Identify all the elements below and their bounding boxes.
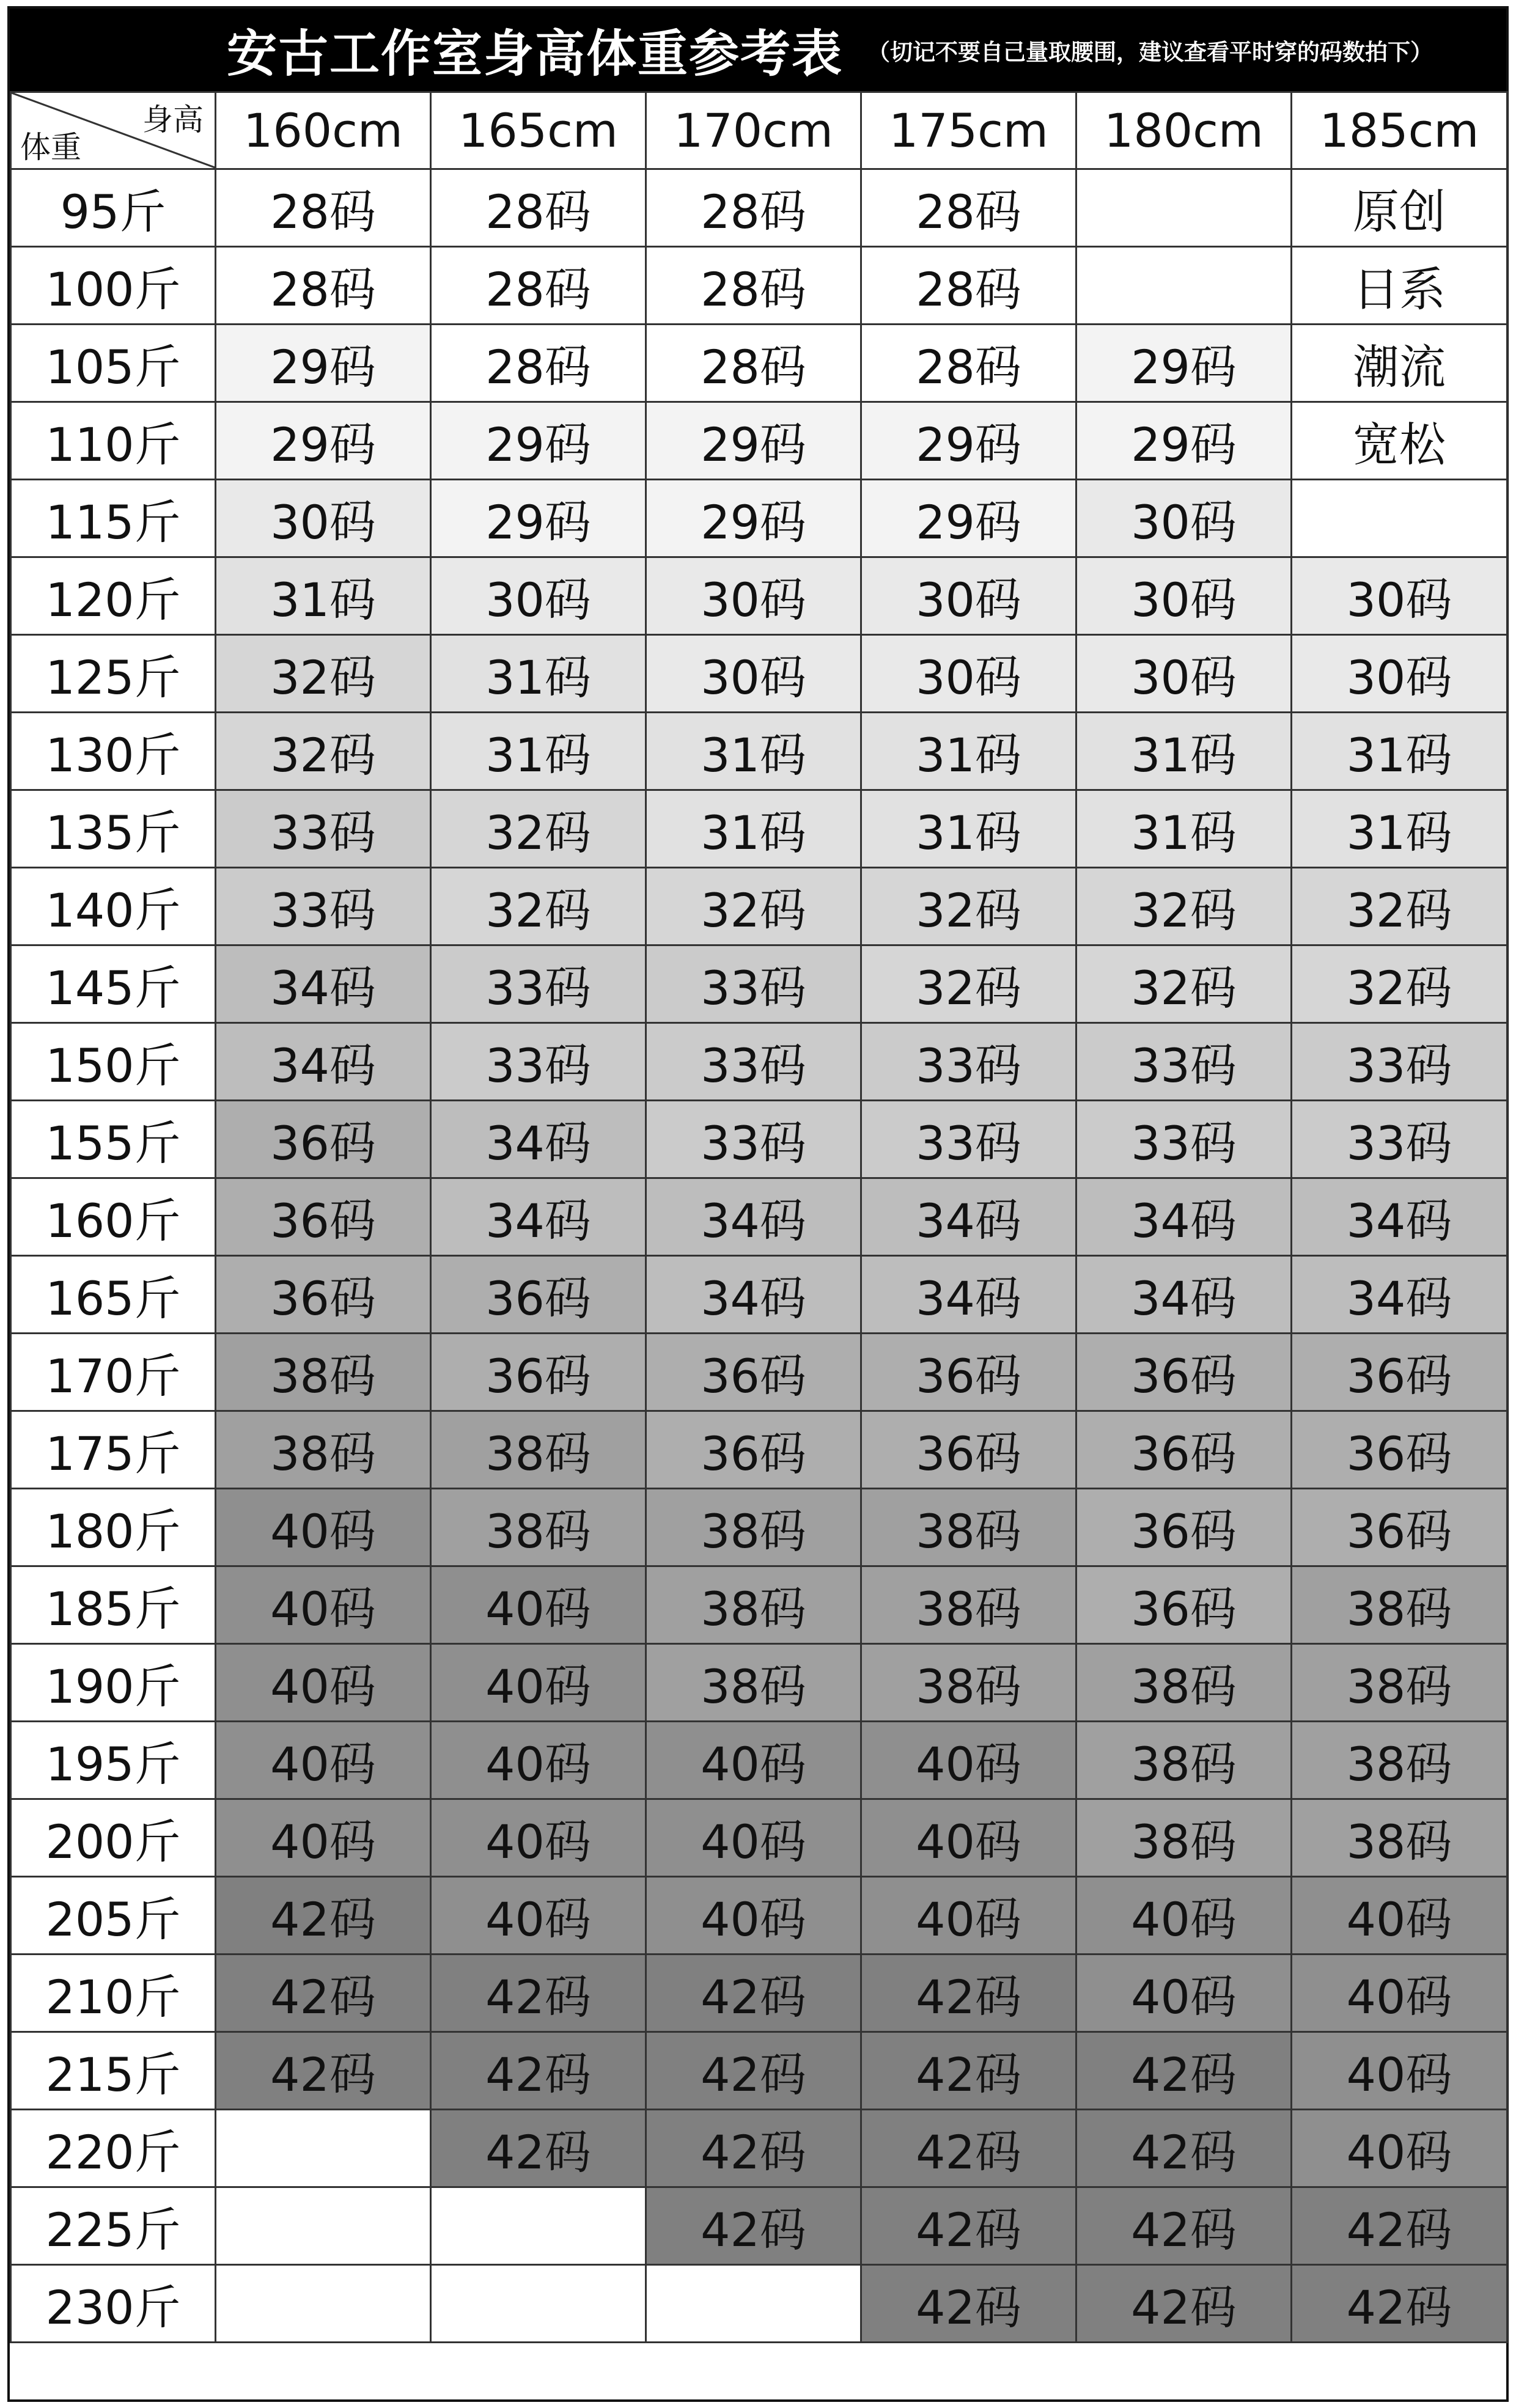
- weight-cell: 110斤: [11, 402, 216, 480]
- size-cell: 40码: [1292, 1955, 1507, 2032]
- size-cell: 33码: [646, 1023, 861, 1101]
- size-cell: 29码: [1076, 325, 1292, 402]
- size-cell: 38码: [431, 1411, 646, 1489]
- size-cell: [216, 2187, 431, 2265]
- size-cell: 34码: [431, 1101, 646, 1178]
- weight-cell: 180斤: [11, 1489, 216, 1566]
- size-cell: 31码: [861, 790, 1076, 868]
- weight-cell: 95斤: [11, 169, 216, 247]
- size-cell: 40码: [431, 1877, 646, 1955]
- table-row: [11, 2265, 1507, 2343]
- size-cell: 原创: [1292, 169, 1507, 247]
- size-cell: 38码: [1292, 1644, 1507, 1722]
- size-cell: 32码: [216, 635, 431, 713]
- table-row: [11, 1489, 1507, 1566]
- size-cell: 42码: [1076, 2265, 1292, 2343]
- size-cell: 42码: [1292, 2265, 1507, 2343]
- size-cell: 31码: [646, 713, 861, 790]
- size-cell: 42码: [216, 1877, 431, 1955]
- size-cell: 32码: [1076, 945, 1292, 1023]
- size-cell: 40码: [431, 1566, 646, 1644]
- size-cell: 33码: [646, 945, 861, 1023]
- table-row: [11, 402, 1507, 480]
- size-cell: 31码: [431, 635, 646, 713]
- size-cell: 28码: [861, 247, 1076, 325]
- table-row: [11, 1722, 1507, 1799]
- size-cell: 36码: [1076, 1566, 1292, 1644]
- height-header-185: 185cm: [1292, 92, 1507, 169]
- size-cell: 40码: [646, 1877, 861, 1955]
- size-cell: 33码: [861, 1023, 1076, 1101]
- size-cell: 42码: [861, 2032, 1076, 2110]
- size-cell: 38码: [1292, 1799, 1507, 1877]
- weight-cell: 125斤: [11, 635, 216, 713]
- size-cell: 40码: [216, 1566, 431, 1644]
- size-cell: 30码: [1292, 635, 1507, 713]
- size-cell: 36码: [1076, 1489, 1292, 1566]
- size-cell: 34码: [861, 1178, 1076, 1256]
- size-cell: 29码: [431, 402, 646, 480]
- size-cell: 36码: [1076, 1334, 1292, 1411]
- size-cell: 36码: [216, 1256, 431, 1334]
- size-cell: 34码: [216, 945, 431, 1023]
- size-cell: 31码: [646, 790, 861, 868]
- size-cell: 31码: [431, 713, 646, 790]
- size-cell: 40码: [1292, 2032, 1507, 2110]
- size-cell: 38码: [861, 1566, 1076, 1644]
- table-row: [11, 2187, 1507, 2265]
- size-table: [10, 91, 1508, 2343]
- size-cell: 42码: [861, 2110, 1076, 2187]
- size-cell: 34码: [1076, 1256, 1292, 1334]
- size-cell: 28码: [861, 325, 1076, 402]
- size-cell: 36码: [1292, 1334, 1507, 1411]
- size-cell: 32码: [1292, 945, 1507, 1023]
- size-cell: 31码: [861, 713, 1076, 790]
- size-cell: 29码: [431, 480, 646, 557]
- size-cell: 30码: [1076, 480, 1292, 557]
- size-cell: 36码: [1292, 1489, 1507, 1566]
- size-cell: 30码: [646, 635, 861, 713]
- size-cell: 29码: [1076, 402, 1292, 480]
- weight-cell: 185斤: [11, 1566, 216, 1644]
- table-row: [11, 557, 1507, 635]
- size-cell: 31码: [1076, 713, 1292, 790]
- size-cell: 32码: [1292, 868, 1507, 945]
- size-cell: 38码: [1076, 1722, 1292, 1799]
- size-cell: 31码: [1292, 790, 1507, 868]
- size-cell: 日系: [1292, 247, 1507, 325]
- size-cell: 36码: [216, 1178, 431, 1256]
- size-cell: 36码: [1292, 1411, 1507, 1489]
- size-cell: 32码: [646, 868, 861, 945]
- size-cell: 36码: [646, 1334, 861, 1411]
- size-cell: 40码: [1076, 1877, 1292, 1955]
- size-cell: 33码: [431, 1023, 646, 1101]
- size-cell: 30码: [1292, 557, 1507, 635]
- weight-cell: 200斤: [11, 1799, 216, 1877]
- weight-cell: 160斤: [11, 1178, 216, 1256]
- weight-cell: 105斤: [11, 325, 216, 402]
- size-cell: 29码: [861, 480, 1076, 557]
- weight-cell: 220斤: [11, 2110, 216, 2187]
- size-cell: [216, 2265, 431, 2343]
- size-cell: 28码: [646, 169, 861, 247]
- size-cell: 31码: [216, 557, 431, 635]
- size-cell: 32码: [861, 945, 1076, 1023]
- chart-note: （切记不要自己量取腰围，建议查看平时穿的码数拍下）: [867, 39, 1433, 65]
- size-cell: 30码: [216, 480, 431, 557]
- size-cell: 33码: [1292, 1101, 1507, 1178]
- size-cell: 29码: [646, 402, 861, 480]
- size-cell: 36码: [431, 1256, 646, 1334]
- size-cell: 30码: [1076, 635, 1292, 713]
- size-cell: 30码: [431, 557, 646, 635]
- size-cell: 42码: [646, 1955, 861, 2032]
- table-row: [11, 2032, 1507, 2110]
- size-cell: 33码: [1076, 1101, 1292, 1178]
- size-cell: 33码: [1292, 1023, 1507, 1101]
- size-cell: 38码: [431, 1489, 646, 1566]
- table-row: [11, 635, 1507, 713]
- size-cell: 42码: [431, 2110, 646, 2187]
- size-cell: 34码: [431, 1178, 646, 1256]
- size-cell: 28码: [861, 169, 1076, 247]
- size-cell: 33码: [861, 1101, 1076, 1178]
- size-cell: 29码: [861, 402, 1076, 480]
- size-cell: 宽松: [1292, 402, 1507, 480]
- size-cell: 28码: [431, 247, 646, 325]
- weight-cell: 165斤: [11, 1256, 216, 1334]
- size-cell: 38码: [646, 1644, 861, 1722]
- size-cell: 40码: [431, 1644, 646, 1722]
- size-cell: 34码: [646, 1256, 861, 1334]
- height-header-160: 160cm: [216, 92, 431, 169]
- size-cell: [646, 2265, 861, 2343]
- size-cell: [1076, 247, 1292, 325]
- size-cell: 34码: [1292, 1178, 1507, 1256]
- weight-cell: 215斤: [11, 2032, 216, 2110]
- size-cell: 38码: [646, 1566, 861, 1644]
- size-cell: 38码: [646, 1489, 861, 1566]
- size-cell: 28码: [646, 325, 861, 402]
- size-cell: 28码: [216, 247, 431, 325]
- height-header-165: 165cm: [431, 92, 646, 169]
- size-cell: 40码: [861, 1877, 1076, 1955]
- size-cell: 36码: [861, 1334, 1076, 1411]
- size-cell: 28码: [216, 169, 431, 247]
- size-cell: 42码: [1292, 2187, 1507, 2265]
- height-axis-label: 身高: [142, 102, 204, 138]
- weight-cell: 130斤: [11, 713, 216, 790]
- size-cell: 42码: [216, 1955, 431, 2032]
- table-row: [11, 868, 1507, 945]
- size-cell: 34码: [861, 1256, 1076, 1334]
- table-row: [11, 1023, 1507, 1101]
- size-cell: 36码: [646, 1411, 861, 1489]
- size-cell: 32码: [1076, 868, 1292, 945]
- height-header-180: 180cm: [1076, 92, 1292, 169]
- weight-cell: 120斤: [11, 557, 216, 635]
- table-row: [11, 169, 1507, 247]
- table-row: [11, 1955, 1507, 2032]
- weight-cell: 175斤: [11, 1411, 216, 1489]
- size-cell: 34码: [216, 1023, 431, 1101]
- size-cell: 40码: [646, 1799, 861, 1877]
- size-cell: 42码: [861, 2265, 1076, 2343]
- table-row: [11, 1799, 1507, 1877]
- size-cell: 36码: [216, 1101, 431, 1178]
- size-cell: 38码: [1076, 1799, 1292, 1877]
- size-cell: [431, 2187, 646, 2265]
- size-cell: 28码: [431, 325, 646, 402]
- size-cell: 40码: [861, 1799, 1076, 1877]
- size-cell: 33码: [1076, 1023, 1292, 1101]
- size-cell: 40码: [1292, 1877, 1507, 1955]
- corner-header-cell: [11, 92, 216, 169]
- size-cell: 32码: [861, 868, 1076, 945]
- size-cell: 42码: [1076, 2032, 1292, 2110]
- size-cell: 36码: [431, 1334, 646, 1411]
- size-cell: 38码: [1076, 1644, 1292, 1722]
- size-cell: 31码: [1292, 713, 1507, 790]
- size-cell: 34码: [1076, 1178, 1292, 1256]
- table-row: [11, 247, 1507, 325]
- size-cell: 28码: [431, 169, 646, 247]
- weight-cell: 195斤: [11, 1722, 216, 1799]
- size-cell: 42码: [431, 2032, 646, 2110]
- chart-title: 安古工作室身高体重参考表: [227, 25, 844, 83]
- weight-cell: 150斤: [11, 1023, 216, 1101]
- size-cell: 42码: [431, 1955, 646, 2032]
- size-cell: 40码: [216, 1799, 431, 1877]
- size-cell: 33码: [216, 790, 431, 868]
- table-row: [11, 1566, 1507, 1644]
- size-cell: [1292, 480, 1507, 557]
- size-cell: 29码: [216, 402, 431, 480]
- weight-cell: 190斤: [11, 1644, 216, 1722]
- size-cell: 34码: [1292, 1256, 1507, 1334]
- table-row: [11, 1256, 1507, 1334]
- size-cell: 40码: [861, 1722, 1076, 1799]
- title-bar: [10, 9, 1506, 91]
- weight-cell: 205斤: [11, 1877, 216, 1955]
- size-cell: 40码: [431, 1799, 646, 1877]
- weight-cell: 210斤: [11, 1955, 216, 2032]
- size-cell: 潮流: [1292, 325, 1507, 402]
- size-cell: 40码: [646, 1722, 861, 1799]
- table-row: [11, 1178, 1507, 1256]
- size-cell: 30码: [861, 557, 1076, 635]
- table-row: [11, 2110, 1507, 2187]
- table-row: [11, 1411, 1507, 1489]
- size-cell: 38码: [216, 1334, 431, 1411]
- table-row: [11, 790, 1507, 868]
- size-cell: 42码: [861, 2187, 1076, 2265]
- size-cell: 42码: [861, 1955, 1076, 2032]
- size-cell: 38码: [216, 1411, 431, 1489]
- size-cell: 28码: [646, 247, 861, 325]
- size-cell: 31码: [1076, 790, 1292, 868]
- size-cell: 36码: [861, 1411, 1076, 1489]
- size-cell: 32码: [216, 713, 431, 790]
- table-row: [11, 480, 1507, 557]
- size-cell: [431, 2265, 646, 2343]
- size-cell: 42码: [1076, 2110, 1292, 2187]
- weight-cell: 115斤: [11, 480, 216, 557]
- table-row: [11, 325, 1507, 402]
- size-cell: 40码: [216, 1722, 431, 1799]
- size-cell: 40码: [431, 1722, 646, 1799]
- size-cell: 33码: [216, 868, 431, 945]
- table-row: [11, 1644, 1507, 1722]
- size-cell: 38码: [861, 1644, 1076, 1722]
- size-cell: 42码: [216, 2032, 431, 2110]
- size-cell: 40码: [216, 1644, 431, 1722]
- size-cell: 29码: [646, 480, 861, 557]
- weight-cell: 145斤: [11, 945, 216, 1023]
- table-row: [11, 713, 1507, 790]
- size-chart-sheet: [7, 6, 1509, 2402]
- weight-axis-label: 体重: [20, 130, 81, 165]
- height-header-175: 175cm: [861, 92, 1076, 169]
- size-cell: 42码: [646, 2110, 861, 2187]
- size-cell: 30码: [861, 635, 1076, 713]
- size-cell: 42码: [646, 2032, 861, 2110]
- size-cell: 30码: [646, 557, 861, 635]
- weight-cell: 100斤: [11, 247, 216, 325]
- size-cell: 29码: [216, 325, 431, 402]
- size-cell: [1076, 169, 1292, 247]
- size-cell: [216, 2110, 431, 2187]
- weight-cell: 155斤: [11, 1101, 216, 1178]
- size-cell: 38码: [861, 1489, 1076, 1566]
- weight-cell: 225斤: [11, 2187, 216, 2265]
- header-row: [11, 92, 1507, 169]
- table-row: [11, 1334, 1507, 1411]
- table-row: [11, 945, 1507, 1023]
- size-cell: 38码: [1292, 1566, 1507, 1644]
- weight-cell: 135斤: [11, 790, 216, 868]
- size-cell: 30码: [1076, 557, 1292, 635]
- size-cell: 40码: [1076, 1955, 1292, 2032]
- weight-cell: 230斤: [11, 2265, 216, 2343]
- size-cell: 33码: [431, 945, 646, 1023]
- height-header-170: 170cm: [646, 92, 861, 169]
- size-cell: 40码: [216, 1489, 431, 1566]
- table-row: [11, 1877, 1507, 1955]
- size-cell: 33码: [646, 1101, 861, 1178]
- size-cell: 32码: [431, 790, 646, 868]
- size-cell: 38码: [1292, 1722, 1507, 1799]
- size-cell: 42码: [646, 2187, 861, 2265]
- size-cell: 40码: [1292, 2110, 1507, 2187]
- size-cell: 34码: [646, 1178, 861, 1256]
- size-cell: 42码: [1076, 2187, 1292, 2265]
- size-cell: 36码: [1076, 1411, 1292, 1489]
- weight-cell: 140斤: [11, 868, 216, 945]
- size-cell: 32码: [431, 868, 646, 945]
- weight-cell: 170斤: [11, 1334, 216, 1411]
- table-row: [11, 1101, 1507, 1178]
